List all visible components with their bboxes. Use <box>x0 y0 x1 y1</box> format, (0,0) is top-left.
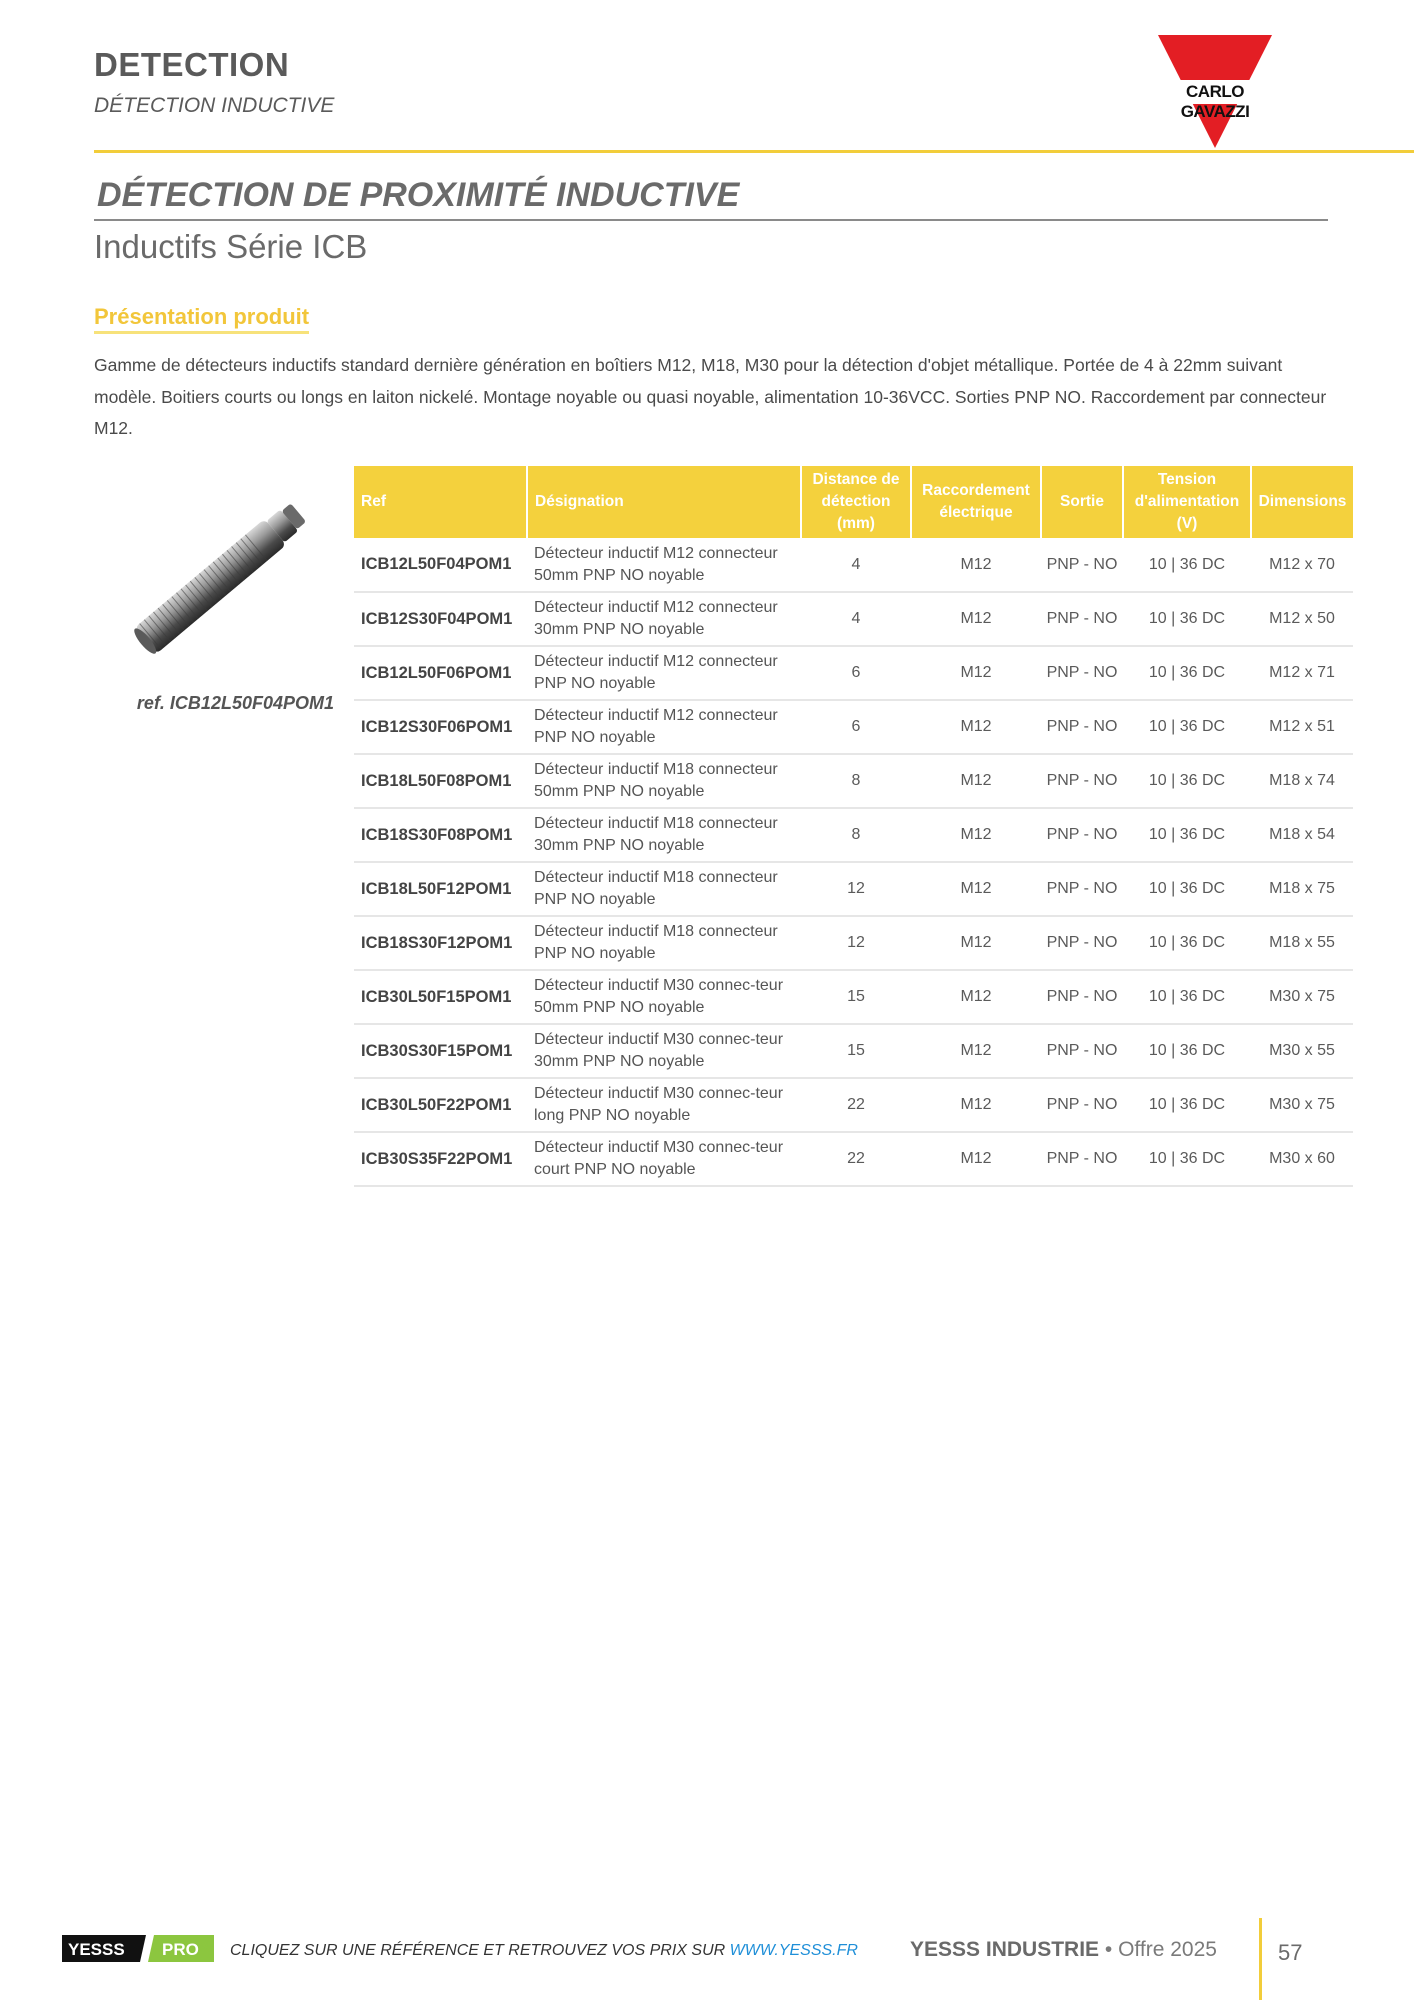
table-row <box>354 862 1353 916</box>
cell-raccordement: M12 <box>911 592 1041 646</box>
logo-pro-text: PRO <box>162 1940 199 1959</box>
top-divider <box>94 150 1414 153</box>
subcategory-title: DÉTECTION INDUCTIVE <box>94 94 335 117</box>
cell-distance: 15 <box>801 970 911 1024</box>
cell-designation: Détecteur inductif M30 connec-teur court PNP NO noyable <box>527 1132 801 1186</box>
cell-distance: 6 <box>801 700 911 754</box>
cell-dimensions: M18 x 75 <box>1251 862 1353 916</box>
table-row <box>354 970 1353 1024</box>
footer-brand <box>910 1938 1217 1962</box>
cell-tension: 10 | 36 DC <box>1123 1078 1251 1132</box>
cell-ref[interactable]: ICB30S35F22POM1 <box>354 1132 527 1186</box>
cell-distance: 22 <box>801 1078 911 1132</box>
table-row <box>354 1078 1353 1132</box>
cell-sortie: PNP - NO <box>1041 862 1123 916</box>
carlo-gavazzi-logo <box>1150 30 1280 150</box>
cell-sortie: PNP - NO <box>1041 538 1123 592</box>
cell-tension: 10 | 36 DC <box>1123 1024 1251 1078</box>
cell-tension: 10 | 36 DC <box>1123 916 1251 970</box>
cell-distance: 6 <box>801 646 911 700</box>
website-link[interactable]: WWW.YESSS.FR <box>729 1942 858 1959</box>
cell-distance: 8 <box>801 754 911 808</box>
cell-designation: Détecteur inductif M18 connecteur PNP NO noyable <box>527 916 801 970</box>
footer-separator: • <box>1104 1938 1113 1961</box>
cell-tension: 10 | 36 DC <box>1123 700 1251 754</box>
cell-designation: Détecteur inductif M30 connec-teur 50mm PNP NO noyable <box>527 970 801 1024</box>
footer-offer: Offre 2025 <box>1118 1938 1217 1961</box>
header-designation: Désignation <box>527 466 801 538</box>
table-row <box>354 1024 1353 1078</box>
cell-dimensions: M12 x 50 <box>1251 592 1353 646</box>
inductive-sensor-image <box>108 490 328 670</box>
header-distance: Distance de détection (mm) <box>801 466 911 538</box>
table-header-row <box>354 466 1353 538</box>
series-title: Inductifs Série ICB <box>94 228 368 265</box>
cell-tension: 10 | 36 DC <box>1123 808 1251 862</box>
cell-dimensions: M18 x 74 <box>1251 754 1353 808</box>
cell-distance: 8 <box>801 808 911 862</box>
table-row <box>354 916 1353 970</box>
cell-tension: 10 | 36 DC <box>1123 592 1251 646</box>
cell-sortie: PNP - NO <box>1041 1024 1123 1078</box>
footer-brand-name: YESSS INDUSTRIE <box>910 1938 1100 1961</box>
cell-tension: 10 | 36 DC <box>1123 754 1251 808</box>
cell-tension: 10 | 36 DC <box>1123 646 1251 700</box>
header-sortie: Sortie <box>1041 466 1123 538</box>
cell-dimensions: M18 x 54 <box>1251 808 1353 862</box>
cell-designation: Détecteur inductif M30 connec-teur long PNP NO noyable <box>527 1078 801 1132</box>
cell-raccordement: M12 <box>911 862 1041 916</box>
table-row <box>354 538 1353 592</box>
table-row <box>354 592 1353 646</box>
cell-ref[interactable]: ICB12S30F06POM1 <box>354 700 527 754</box>
cell-distance: 4 <box>801 538 911 592</box>
page-number: 57 <box>1278 1940 1303 1965</box>
cell-sortie: PNP - NO <box>1041 700 1123 754</box>
cell-distance: 15 <box>801 1024 911 1078</box>
cell-sortie: PNP - NO <box>1041 1078 1123 1132</box>
cell-raccordement: M12 <box>911 538 1041 592</box>
section-title: DÉTECTION DE PROXIMITÉ INDUCTIVE <box>97 176 740 214</box>
section-divider <box>94 219 1328 221</box>
presentation-text: Gamme de détecteurs inductifs standard dernière génération en boîtiers M12, M18, M30 pour la détection d'objet métallique. Portée de 4 à 22mm suivant modèle. Boitiers courts ou longs en laiton nickelé. Montage noyable ou quasi noyable, alimentation 10-36VCC. Sorties PNP NO. Raccordement par connecteur M12. <box>94 355 1327 438</box>
cell-dimensions: M12 x 51 <box>1251 700 1353 754</box>
cell-distance: 12 <box>801 916 911 970</box>
cell-designation: Détecteur inductif M12 connecteur 50mm PNP NO noyable <box>527 538 801 592</box>
cell-dimensions: M30 x 60 <box>1251 1132 1353 1186</box>
cell-raccordement: M12 <box>911 1078 1041 1132</box>
cell-ref[interactable]: ICB18L50F12POM1 <box>354 862 527 916</box>
product-ref-caption: ref. ICB12L50F04POM1 <box>136 693 334 713</box>
cell-dimensions: M30 x 55 <box>1251 1024 1353 1078</box>
header-raccordement: Raccordement électrique <box>911 466 1041 538</box>
brand-name: CARLO GAVAZZI <box>1180 82 1250 121</box>
cell-sortie: PNP - NO <box>1041 646 1123 700</box>
cell-ref[interactable]: ICB18L50F08POM1 <box>354 754 527 808</box>
product-spec-table <box>354 466 1353 1187</box>
header-ref: Ref <box>354 466 527 538</box>
cell-ref[interactable]: ICB30S30F15POM1 <box>354 1024 527 1078</box>
cell-ref[interactable]: ICB18S30F12POM1 <box>354 916 527 970</box>
cell-raccordement: M12 <box>911 754 1041 808</box>
table-row <box>354 646 1353 700</box>
cell-designation: Détecteur inductif M18 connecteur 50mm PNP NO noyable <box>527 754 801 808</box>
category-title: DETECTION <box>94 46 290 83</box>
cell-designation: Détecteur inductif M18 connecteur 30mm PNP NO noyable <box>527 808 801 862</box>
cta-text: CLIQUEZ SUR UNE RÉFÉRENCE ET RETROUVEZ VOS PRIX SUR <box>230 1942 726 1959</box>
cell-sortie: PNP - NO <box>1041 808 1123 862</box>
cell-sortie: PNP - NO <box>1041 592 1123 646</box>
table-row <box>354 808 1353 862</box>
header-tension: Tension d'alimentation (V) <box>1123 466 1251 538</box>
yesss-pro-logo[interactable] <box>62 1935 214 1962</box>
cell-dimensions: M30 x 75 <box>1251 1078 1353 1132</box>
cell-tension: 10 | 36 DC <box>1123 538 1251 592</box>
cell-sortie: PNP - NO <box>1041 970 1123 1024</box>
cell-raccordement: M12 <box>911 700 1041 754</box>
cell-sortie: PNP - NO <box>1041 916 1123 970</box>
table-row <box>354 754 1353 808</box>
cell-tension: 10 | 36 DC <box>1123 1132 1251 1186</box>
cell-raccordement: M12 <box>911 1024 1041 1078</box>
cell-dimensions: M12 x 70 <box>1251 538 1353 592</box>
cell-designation: Détecteur inductif M30 connec-teur 30mm PNP NO noyable <box>527 1024 801 1078</box>
cell-raccordement: M12 <box>911 808 1041 862</box>
cell-ref[interactable]: ICB12S30F04POM1 <box>354 592 527 646</box>
cell-ref[interactable]: ICB12L50F06POM1 <box>354 646 527 700</box>
footer-divider <box>1259 1918 1262 2000</box>
cell-sortie: PNP - NO <box>1041 1132 1123 1186</box>
cell-distance: 22 <box>801 1132 911 1186</box>
cell-ref[interactable]: ICB12L50F04POM1 <box>354 538 527 592</box>
cell-designation: Détecteur inductif M12 connecteur PNP NO noyable <box>527 646 801 700</box>
cell-designation: Détecteur inductif M12 connecteur 30mm PNP NO noyable <box>527 592 801 646</box>
cell-dimensions: M18 x 55 <box>1251 916 1353 970</box>
cell-designation: Détecteur inductif M12 connecteur PNP NO noyable <box>527 700 801 754</box>
cell-raccordement: M12 <box>911 916 1041 970</box>
cell-raccordement: M12 <box>911 646 1041 700</box>
cell-distance: 4 <box>801 592 911 646</box>
cell-ref[interactable]: ICB30L50F22POM1 <box>354 1078 527 1132</box>
cell-distance: 12 <box>801 862 911 916</box>
footer-call-to-action <box>230 1942 858 1960</box>
presentation-heading: Présentation produit <box>94 304 309 334</box>
cell-designation: Détecteur inductif M18 connecteur PNP NO noyable <box>527 862 801 916</box>
cell-raccordement: M12 <box>911 1132 1041 1186</box>
cell-tension: 10 | 36 DC <box>1123 970 1251 1024</box>
logo-yesss-text: YESSS <box>68 1940 125 1959</box>
header-dimensions: Dimensions <box>1251 466 1353 538</box>
table-row <box>354 1132 1353 1186</box>
cell-tension: 10 | 36 DC <box>1123 862 1251 916</box>
cell-raccordement: M12 <box>911 970 1041 1024</box>
cell-dimensions: M12 x 71 <box>1251 646 1353 700</box>
cell-dimensions: M30 x 75 <box>1251 970 1353 1024</box>
cell-sortie: PNP - NO <box>1041 754 1123 808</box>
cell-ref[interactable]: ICB18S30F08POM1 <box>354 808 527 862</box>
cell-ref[interactable]: ICB30L50F15POM1 <box>354 970 527 1024</box>
table-row <box>354 700 1353 754</box>
